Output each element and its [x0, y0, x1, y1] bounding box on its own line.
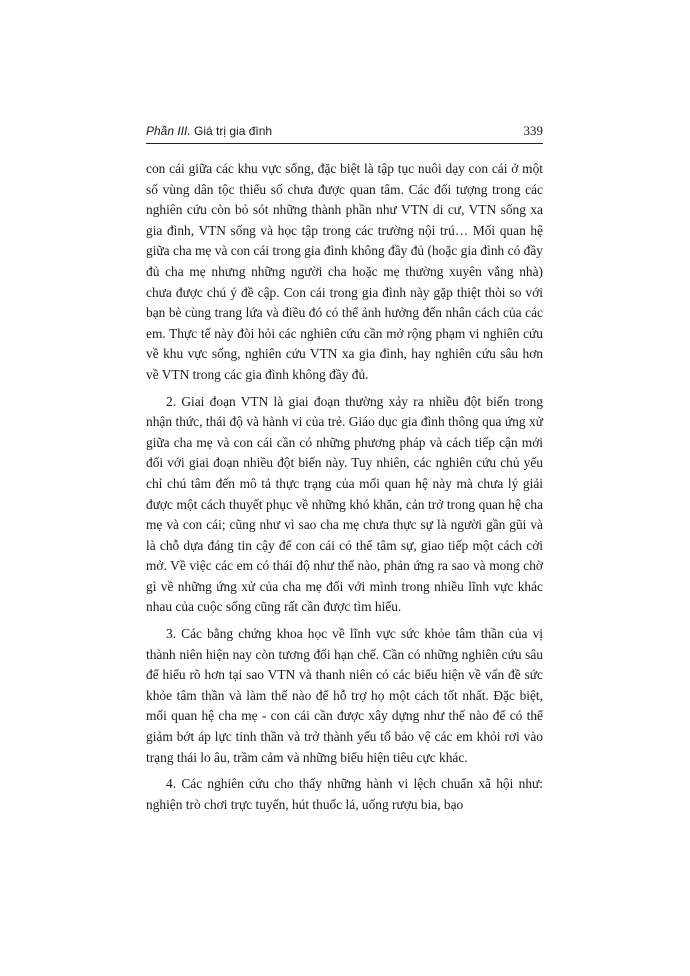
paragraph-point-3: 3. Các bằng chứng khoa học về lĩnh vực sức khỏe tâm thần của vị thành niên hiện nay còn tương đối hạn chế. Cần có những nghiên cứu sâu để hiểu rõ hơn tại sao VTN và thanh niên có các biểu hiện về vấn đề sức khỏe tâm thần và làm thế nào để hỗ trợ họ một cách tốt nhất. Đặc biệt, mối quan hệ cha mẹ - con cái cần được xây dựng như thế nào để có thể giảm bớt áp lực tinh thần và trở thành yếu tố bảo vệ các em khỏi rơi vào trạng thái lo âu, trầm cảm và những biểu hiện tiêu cực khác.: [146, 626, 543, 765]
header-part-label: Phần III.: [146, 124, 191, 138]
running-header-title: [146, 124, 272, 138]
running-header: [146, 121, 543, 144]
body-text: [146, 159, 543, 815]
page-number: 339: [523, 123, 543, 138]
paragraph-point-4: 4. Các nghiên cứu cho thấy những hành vi lệch chuẩn xã hội như: nghiện trò chơi trực tuyến, hút thuốc lá, uống rượu bia, bạo: [146, 776, 543, 812]
paragraph-point-2: 2. Giai đoạn VTN là giai đoạn thường xảy ra nhiều đột biến trong nhận thức, thái độ và hành vi của trẻ. Giáo dục gia đình thông qua ứng xử giữa cha mẹ và con cái cần có những phương pháp và cách tiếp cận mới đối với giai đoạn nhiều đột biến này. Tuy nhiên, các nghiên cứu chủ yếu chỉ chú tâm đến mô tả thực trạng của mối quan hệ này mà chưa lý giải được một cách thuyết phục về những khó khăn, cản trở trong quan hệ cha mẹ và con cái; cũng như vì sao cha mẹ chưa thực sự là người gần gũi và là chỗ dựa đáng tin cậy để con cái có thể tâm sự, giao tiếp một cách cởi mở. Về việc các em có thái độ như thế nào, phản ứng ra sao và mong chờ gì về những ứng xử của cha mẹ đối với mình trong nhiều lĩnh vực khác nhau của cuộc sống cũng rất cần được tìm hiểu.: [146, 393, 543, 615]
paragraph-continued: con cái giữa các khu vực sống, đặc biệt là tập tục nuôi dạy con cái ở một số vùng dân tộc thiểu số chưa được quan tâm. Các đối tượng trong các nghiên cứu còn bỏ sót những thành phần như VTN di cư, VTN sống xa gia đình, VTN sống và học tập trong các trường nội trú… Mối quan hệ giữa cha mẹ và con cái trong gia đình không đầy đủ (hoặc gia đình có đầy đủ cha mẹ nhưng những người cha hoặc mẹ thường xuyên vắng nhà) chưa được chú ý đề cập. Con cái trong gia đình này gặp thiệt thòi so với bạn bè cùng trang lứa và điều đó có thể ảnh hưởng đến nhân cách của các em. Thực tế này đòi hỏi các nghiên cứu cần mở rộng phạm vi nghiên cứu về khu vực sống, nghiên cứu VTN xa gia đình, hay nghiên cứu sâu hơn về VTN trong các gia đình không đầy đủ.: [146, 161, 543, 382]
header-section-title: Giá trị gia đình: [190, 124, 273, 138]
